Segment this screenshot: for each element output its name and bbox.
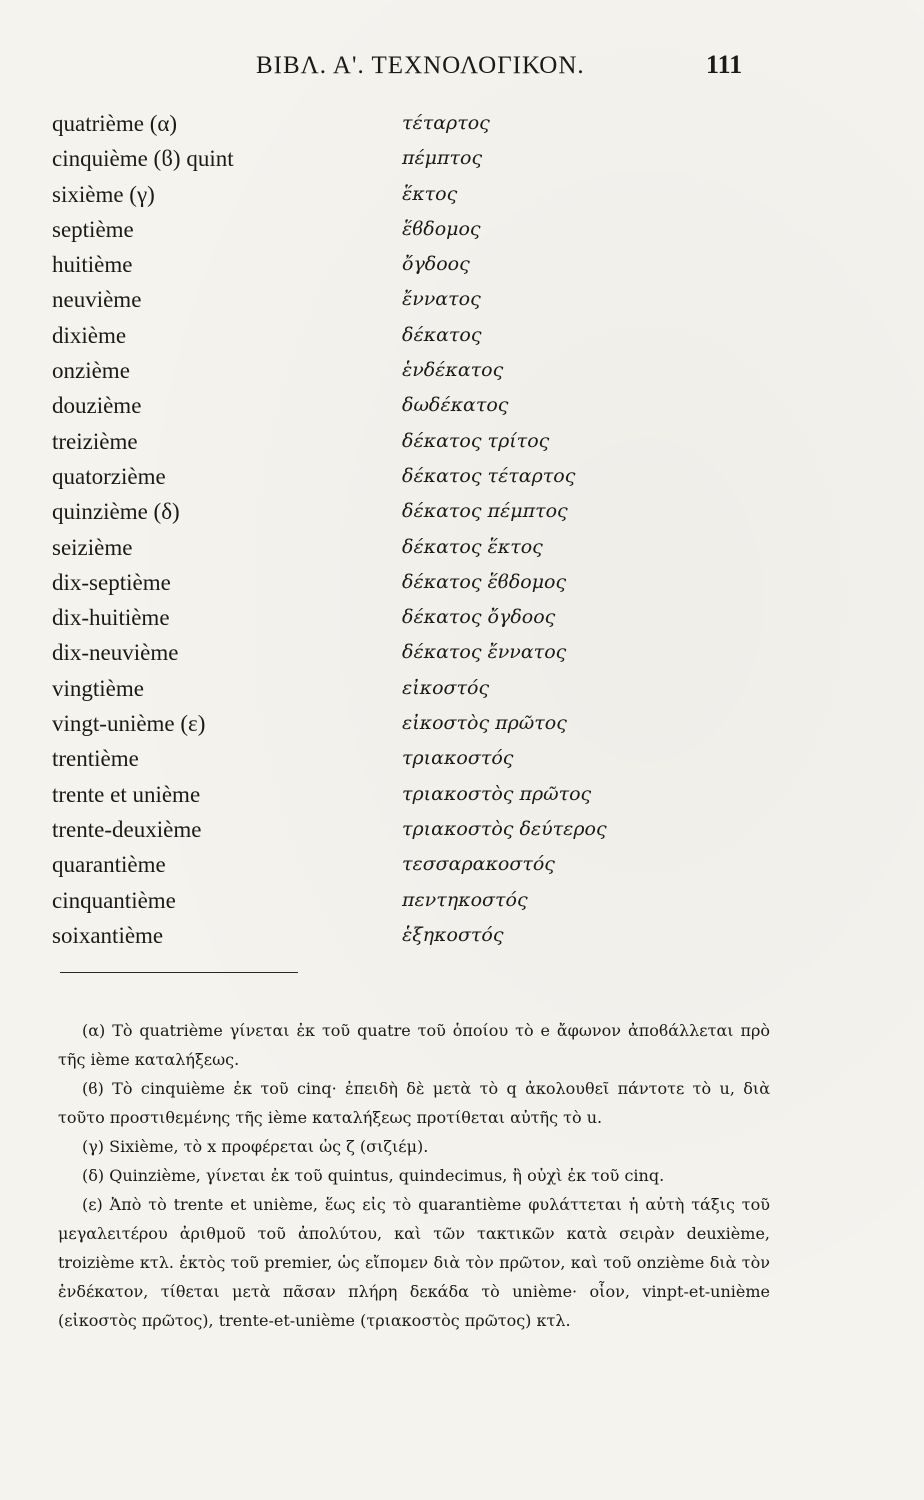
french-ordinal: onzième [52, 358, 130, 384]
french-ordinal: huitième [52, 252, 133, 278]
greek-ordinal: τριακοστὸς πρῶτος [402, 782, 592, 805]
ordinal-row [52, 600, 652, 635]
ordinal-row [52, 388, 652, 423]
french-ordinal: vingt-unième (ε) [52, 711, 206, 737]
footnote-beta: (ϐ) Τὸ cinquième ἐκ τοῦ cinq· ἐπειδὴ δὲ μετὰ τὸ q ἀκολουθεῖ πάντοτε τὸ u, διὰ τοῦτο προστιθεμένης τῆς ième καταλήξεως προτίθεται αὐτῆς τὸ u. [58, 1079, 770, 1127]
greek-ordinal: δέκατος ἔννατος [402, 641, 567, 664]
footnote-gamma: (γ) Sixième, τὸ x προφέρεται ὡς ζ (σιζιέμ). [82, 1137, 429, 1156]
ordinal-row [52, 247, 652, 282]
greek-ordinal: δέκατος ἕκτος [402, 535, 543, 558]
french-ordinal: cinquième (ϐ) quint [52, 146, 234, 172]
ordinal-row [52, 282, 652, 317]
greek-ordinal: δέκατος ἕϐδομος [402, 570, 567, 593]
ordinal-row [52, 635, 652, 670]
french-ordinal: neuvième [52, 287, 142, 313]
ordinal-row [52, 847, 652, 882]
greek-ordinal: ἕκτος [402, 182, 458, 205]
french-ordinal: dix-neuvième [52, 640, 179, 666]
greek-ordinal: ἔννατος [402, 288, 481, 311]
french-ordinal: septième [52, 216, 134, 242]
greek-ordinal: πέμπτος [402, 147, 483, 170]
french-ordinal: vingtième [52, 675, 144, 701]
ordinal-row [52, 353, 652, 388]
greek-ordinal: δέκατος ὄγδοος [402, 606, 556, 629]
ordinal-row [52, 141, 652, 176]
ordinal-row [52, 706, 652, 741]
ordinal-row [52, 530, 652, 565]
french-ordinal: dix-septième [52, 569, 171, 595]
footnote-divider [60, 972, 298, 973]
ordinal-row [52, 177, 652, 212]
french-ordinal: trente-deuxième [52, 816, 202, 842]
french-ordinal: treizième [52, 428, 138, 454]
greek-ordinal: δωδέκατος [402, 394, 509, 417]
greek-ordinal: δέκατος πέμπτος [402, 500, 568, 523]
french-ordinal: quarantième [52, 852, 166, 878]
ordinal-row [52, 777, 652, 812]
ordinal-row [52, 883, 652, 918]
greek-ordinal: δέκατος τρίτος [402, 429, 550, 452]
footnote-alpha: (α) Τὸ quatrième γίνεται ἐκ τοῦ quatre τοῦ ὁποίου τὸ e ἄφωνον ἀποϐάλλεται πρὸ τῆς ième καταλήξεως. [58, 1021, 770, 1069]
greek-ordinal: τριακοστὸς δεύτερος [402, 817, 607, 840]
french-ordinal: soixantième [52, 922, 164, 948]
greek-ordinal: ὄγδοος [402, 253, 470, 276]
footnote-epsilon: (ε) Ἀπὸ τὸ trente et unième, ἕως εἰς τὸ quarantième φυλάττεται ἡ αὐτὴ τάξις τοῦ μεγαλειτέρου ἀριθμοῦ τοῦ ἀπολύτου, καὶ τῶν τακτικῶν κατὰ σειρὰν deuxième, troizième κτλ. ἐκτὸς τοῦ premier, ὡς εἴπομεν διὰ τὸν πρῶτον, καὶ τοῦ onzième διὰ τὸν ἑνδέκατον, τίθεται μετὰ πᾶσαν πλήρη δεκάδα τὸ unième· οἷον, vinpt-et-unième (εἰκοστὸς πρῶτος), trente-et-unième (τριακοστὸς πρῶτος) κτλ. [58, 1195, 770, 1330]
greek-ordinal: εἰκοστὸς πρῶτος [402, 712, 567, 735]
ordinal-row [52, 918, 652, 953]
greek-ordinal: εἰκοστός [402, 676, 490, 699]
greek-ordinal: ἑνδέκατος [402, 359, 504, 382]
french-ordinal: dixième [52, 322, 127, 348]
greek-ordinal: ἑξηκοστός [402, 923, 504, 946]
greek-ordinal: τεσσαρακοστός [402, 853, 555, 876]
ordinal-row [52, 741, 652, 776]
french-ordinal: trentième [52, 746, 139, 772]
footnotes [58, 1016, 770, 1335]
french-ordinal: douzième [52, 393, 142, 419]
ordinal-row [52, 424, 652, 459]
ordinal-row [52, 106, 652, 141]
french-ordinal: quatrième (α) [52, 111, 178, 136]
french-ordinal: quatorzième [52, 463, 166, 489]
french-ordinal: quinzième (δ) [52, 499, 180, 525]
french-ordinal: cinquantième [52, 887, 176, 913]
page-number: 111 [706, 50, 743, 79]
running-header-title: ΒΙΒΛ. Α'. ΤΕΧΝΟΛΟΓΙΚΟΝ. [256, 52, 585, 79]
ordinal-row [52, 494, 652, 529]
greek-ordinal: τριακοστός [402, 747, 514, 770]
greek-ordinal: ἕϐδομος [402, 217, 481, 240]
ordinal-row [52, 671, 652, 706]
ordinal-row [52, 212, 652, 247]
ordinal-row [52, 459, 652, 494]
french-ordinal: sixième (γ) [52, 181, 155, 207]
ordinal-table [52, 106, 652, 953]
french-ordinal: seizième [52, 534, 133, 560]
greek-ordinal: δέκατος [402, 323, 482, 346]
french-ordinal: trente et unième [52, 781, 201, 807]
ordinal-row [52, 318, 652, 353]
ordinal-row [52, 812, 652, 847]
footnote-delta: (δ) Quinzième, γίνεται ἐκ τοῦ quintus, quindecimus, ἢ οὐχὶ ἐκ τοῦ cinq. [82, 1166, 665, 1185]
greek-ordinal: δέκατος τέταρτος [402, 464, 576, 487]
french-ordinal: dix-huitième [52, 605, 170, 631]
ordinal-row [52, 565, 652, 600]
greek-ordinal: τέταρτος [402, 112, 490, 134]
greek-ordinal: πεντηκοστός [402, 888, 528, 911]
